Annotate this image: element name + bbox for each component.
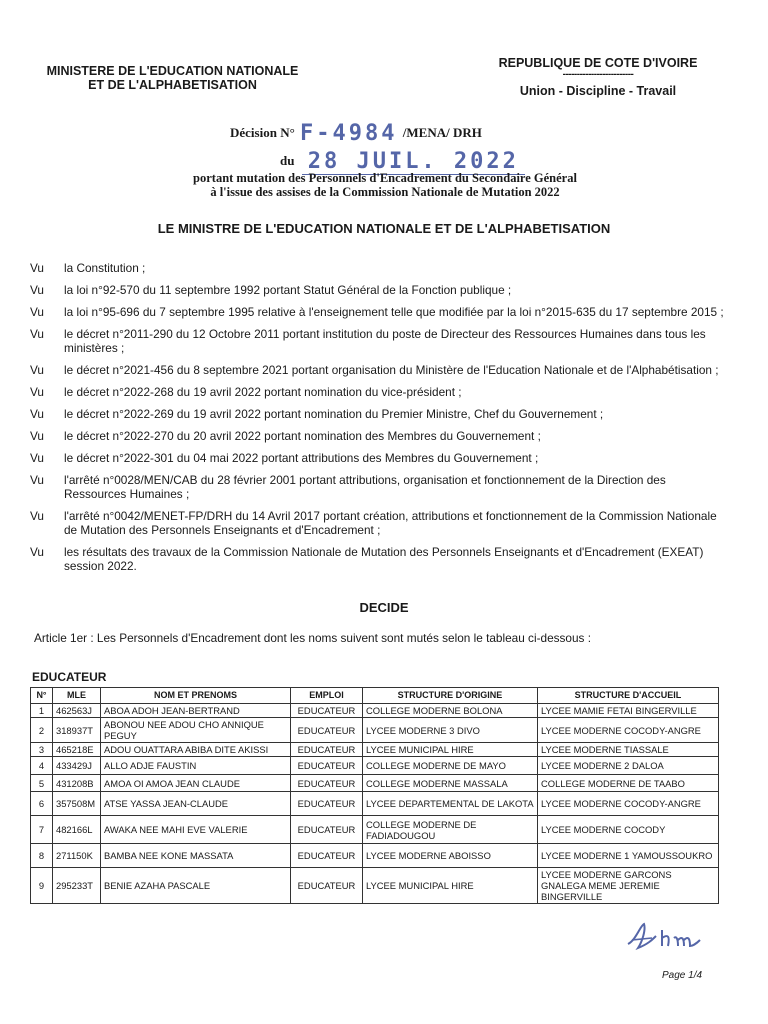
vu-label: Vu bbox=[30, 545, 44, 559]
table-row bbox=[31, 757, 719, 775]
cell-employment: EDUCATEUR bbox=[291, 704, 363, 718]
table-row bbox=[31, 844, 719, 868]
table-row bbox=[31, 792, 719, 816]
subject-line-1: portant mutation des Personnels d'Encadrement du Secondaire Général bbox=[193, 171, 577, 185]
table-row bbox=[31, 816, 719, 844]
cell-name: AWAKA NEE MAHI EVE VALERIE bbox=[101, 816, 291, 844]
vu-label: Vu bbox=[30, 385, 44, 399]
cell-destination: LYCEE MODERNE COCODY-ANGRE bbox=[538, 792, 719, 816]
republic-header bbox=[488, 56, 708, 98]
table-body bbox=[31, 704, 719, 904]
cell-origin: COLLEGE MODERNE DE MAYO bbox=[363, 757, 538, 775]
cell-name: ALLO ADJE FAUSTIN bbox=[101, 757, 291, 775]
table-row bbox=[31, 718, 719, 743]
consideration-item bbox=[30, 302, 730, 319]
consideration-text: le décret n°2022-301 du 04 mai 2022 portant attributions des Membres du Gouvernement ; bbox=[64, 451, 539, 465]
cell-destination: LYCEE MODERNE 1 YAMOUSSOUKRO bbox=[538, 844, 719, 868]
cell-mle: 357508M bbox=[53, 792, 101, 816]
cell-mle: 462563J bbox=[53, 704, 101, 718]
cell-number: 3 bbox=[31, 743, 53, 757]
article-1-text: Article 1er : Les Personnels d'Encadrement dont les noms suivent sont mutés selon le tableau ci-dessous : bbox=[34, 631, 591, 645]
table-row bbox=[31, 743, 719, 757]
cell-destination: LYCEE MODERNE COCODY bbox=[538, 816, 719, 844]
cell-employment: EDUCATEUR bbox=[291, 792, 363, 816]
consideration-text: le décret n°2022-269 du 19 avril 2022 portant nomination du Premier Ministre, Chef du Gouvernement ; bbox=[64, 407, 604, 421]
cell-mle: 295233T bbox=[53, 868, 101, 904]
cell-destination: LYCEE MODERNE TIASSALE bbox=[538, 743, 719, 757]
consideration-item bbox=[30, 470, 730, 501]
cell-destination: LYCEE MAMIE FETAI BINGERVILLE bbox=[538, 704, 719, 718]
cell-employment: EDUCATEUR bbox=[291, 816, 363, 844]
cell-name: ABONOU NEE ADOU CHO ANNIQUE PEGUY bbox=[101, 718, 291, 743]
cell-origin: LYCEE MUNICIPAL HIRE bbox=[363, 743, 538, 757]
cell-destination: LYCEE MODERNE GARCONS GNALEGA MEME JEREMIE BINGERVILLE bbox=[538, 868, 719, 904]
vu-label: Vu bbox=[30, 261, 44, 275]
consideration-text: l'arrêté n°0028/MEN/CAB du 28 février 2001 portant attributions, organisation et fonctionnement de la Direction des Ressources Humaines ; bbox=[64, 473, 666, 501]
consideration-text: les résultats des travaux de la Commission Nationale de Mutation des Personnels Enseignants et d'Encadrement (EXEAT) session 2022. bbox=[64, 545, 704, 573]
cell-destination: LYCEE MODERNE COCODY-ANGRE bbox=[538, 718, 719, 743]
republic-motto: Union - Discipline - Travail bbox=[519, 84, 677, 98]
consideration-text: la Constitution ; bbox=[64, 261, 146, 275]
cell-number: 9 bbox=[31, 868, 53, 904]
cell-origin: LYCEE DEPARTEMENTAL DE LAKOTA bbox=[363, 792, 538, 816]
cell-origin: COLLEGE MODERNE MASSALA bbox=[363, 775, 538, 792]
header-mle: MLE bbox=[53, 688, 101, 704]
consideration-item bbox=[30, 448, 730, 465]
cell-number: 5 bbox=[31, 775, 53, 792]
page-number: Page 1/4 bbox=[662, 970, 703, 981]
cell-mle: 433429J bbox=[53, 757, 101, 775]
vu-label: Vu bbox=[30, 363, 44, 377]
vu-label: Vu bbox=[30, 473, 44, 487]
minister-title: LE MINISTRE DE L'EDUCATION NATIONALE ET DE L'ALPHABETISATION bbox=[157, 221, 611, 236]
consideration-item bbox=[30, 404, 730, 421]
cell-name: BAMBA NEE KONE MASSATA bbox=[101, 844, 291, 868]
header-employment: EMPLOI bbox=[291, 688, 363, 704]
cell-origin: COLLEGE MODERNE BOLONA bbox=[363, 704, 538, 718]
decision-date-line bbox=[280, 146, 525, 174]
consideration-item bbox=[30, 426, 730, 443]
cell-name: BENIE AZAHA PASCALE bbox=[101, 868, 291, 904]
section-title: EDUCATEUR bbox=[32, 670, 107, 684]
cell-destination: LYCEE MODERNE 2 DALOA bbox=[538, 757, 719, 775]
decision-date: 28 JUIL. 2022 bbox=[302, 149, 525, 175]
table-header-row bbox=[31, 688, 719, 704]
vu-label: Vu bbox=[30, 407, 44, 421]
consideration-text: le décret n°2022-268 du 19 avril 2022 portant nomination du vice-président ; bbox=[64, 385, 462, 399]
consideration-item bbox=[30, 324, 730, 355]
republic-name: REPUBLIQUE DE COTE D'IVOIRE bbox=[498, 56, 698, 70]
cell-employment: EDUCATEUR bbox=[291, 775, 363, 792]
vu-label: Vu bbox=[30, 451, 44, 465]
cell-origin: LYCEE MUNICIPAL HIRE bbox=[363, 868, 538, 904]
decision-number: F-4984 bbox=[300, 121, 398, 146]
cell-mle: 318937T bbox=[53, 718, 101, 743]
cell-number: 1 bbox=[31, 704, 53, 718]
considerations-list bbox=[30, 258, 730, 578]
table-row bbox=[31, 704, 719, 718]
cell-number: 7 bbox=[31, 816, 53, 844]
table-row bbox=[31, 775, 719, 792]
decision-prefix: Décision N° bbox=[230, 125, 295, 140]
header-origin: STRUCTURE D'ORIGINE bbox=[363, 688, 538, 704]
ministry-line-2: ET DE L'ALPHABETISATION bbox=[88, 78, 257, 92]
cell-number: 4 bbox=[31, 757, 53, 775]
consideration-item bbox=[30, 382, 730, 399]
table-row bbox=[31, 868, 719, 904]
date-prefix: du bbox=[280, 153, 295, 168]
cell-employment: EDUCATEUR bbox=[291, 757, 363, 775]
cell-name: ADOU OUATTARA ABIBA DITE AKISSI bbox=[101, 743, 291, 757]
consideration-text: le décret n°2011-290 du 12 Octobre 2011 portant institution du poste de Directeur des Ressources Humaines dans tous les ministères ; bbox=[64, 327, 706, 355]
republic-separator: ------------------------- bbox=[562, 69, 634, 80]
cell-origin: COLLEGE MODERNE DE FADIADOUGOU bbox=[363, 816, 538, 844]
consideration-item bbox=[30, 542, 730, 573]
ministry-line-1: MINISTERE DE L'EDUCATION NATIONALE bbox=[46, 64, 299, 78]
cell-employment: EDUCATEUR bbox=[291, 844, 363, 868]
cell-employment: EDUCATEUR bbox=[291, 718, 363, 743]
consideration-text: la loi n°95-696 du 7 septembre 1995 relative à l'enseignement telle que modifiée par la loi n°2015-635 du 17 septembre 2015 ; bbox=[64, 305, 724, 319]
cell-origin: LYCEE MODERNE 3 DIVO bbox=[363, 718, 538, 743]
header-name: NOM ET PRENOMS bbox=[101, 688, 291, 704]
vu-label: Vu bbox=[30, 429, 44, 443]
decide-heading: DECIDE bbox=[359, 600, 409, 615]
consideration-text: le décret n°2022-270 du 20 avril 2022 portant nomination des Membres du Gouvernement ; bbox=[64, 429, 541, 443]
cell-name: AMOA OI AMOA JEAN CLAUDE bbox=[101, 775, 291, 792]
header-destination: STRUCTURE D'ACCUEIL bbox=[538, 688, 719, 704]
vu-label: Vu bbox=[30, 283, 44, 297]
transfer-table bbox=[30, 687, 719, 904]
signature-paraph bbox=[622, 920, 702, 954]
consideration-text: le décret n°2021-456 du 8 septembre 2021 portant organisation du Ministère de l'Education Nationale et de l'Alphabétisation ; bbox=[64, 363, 719, 377]
consideration-item bbox=[30, 258, 730, 275]
consideration-item bbox=[30, 506, 730, 537]
subject-line-2: à l'issue des assises de la Commission Nationale de Mutation 2022 bbox=[210, 185, 560, 199]
consideration-item bbox=[30, 360, 730, 377]
cell-number: 6 bbox=[31, 792, 53, 816]
cell-mle: 271150K bbox=[53, 844, 101, 868]
cell-employment: EDUCATEUR bbox=[291, 868, 363, 904]
vu-label: Vu bbox=[30, 305, 44, 319]
cell-destination: COLLEGE MODERNE DE TAABO bbox=[538, 775, 719, 792]
cell-mle: 431208B bbox=[53, 775, 101, 792]
decision-subject bbox=[130, 171, 640, 199]
ministry-header bbox=[30, 64, 315, 92]
decision-number-line bbox=[230, 118, 482, 146]
cell-origin: LYCEE MODERNE ABOISSO bbox=[363, 844, 538, 868]
cell-number: 2 bbox=[31, 718, 53, 743]
cell-mle: 465218E bbox=[53, 743, 101, 757]
cell-mle: 482166L bbox=[53, 816, 101, 844]
cell-name: ATSE YASSA JEAN-CLAUDE bbox=[101, 792, 291, 816]
header-number: N° bbox=[31, 688, 53, 704]
consideration-text: l'arrêté n°0042/MENET-FP/DRH du 14 Avril 2017 portant création, attributions et fonctionnement de la Commission Nationale de Mutation des Personnels Enseignants et d'Encadrement ; bbox=[64, 509, 717, 537]
consideration-item bbox=[30, 280, 730, 297]
decision-suffix: /MENA/ DRH bbox=[402, 125, 482, 140]
vu-label: Vu bbox=[30, 509, 44, 523]
cell-name: ABOA ADOH JEAN-BERTRAND bbox=[101, 704, 291, 718]
vu-label: Vu bbox=[30, 327, 44, 341]
consideration-text: la loi n°92-570 du 11 septembre 1992 portant Statut Général de la Fonction publique ; bbox=[64, 283, 512, 297]
cell-number: 8 bbox=[31, 844, 53, 868]
cell-employment: EDUCATEUR bbox=[291, 743, 363, 757]
